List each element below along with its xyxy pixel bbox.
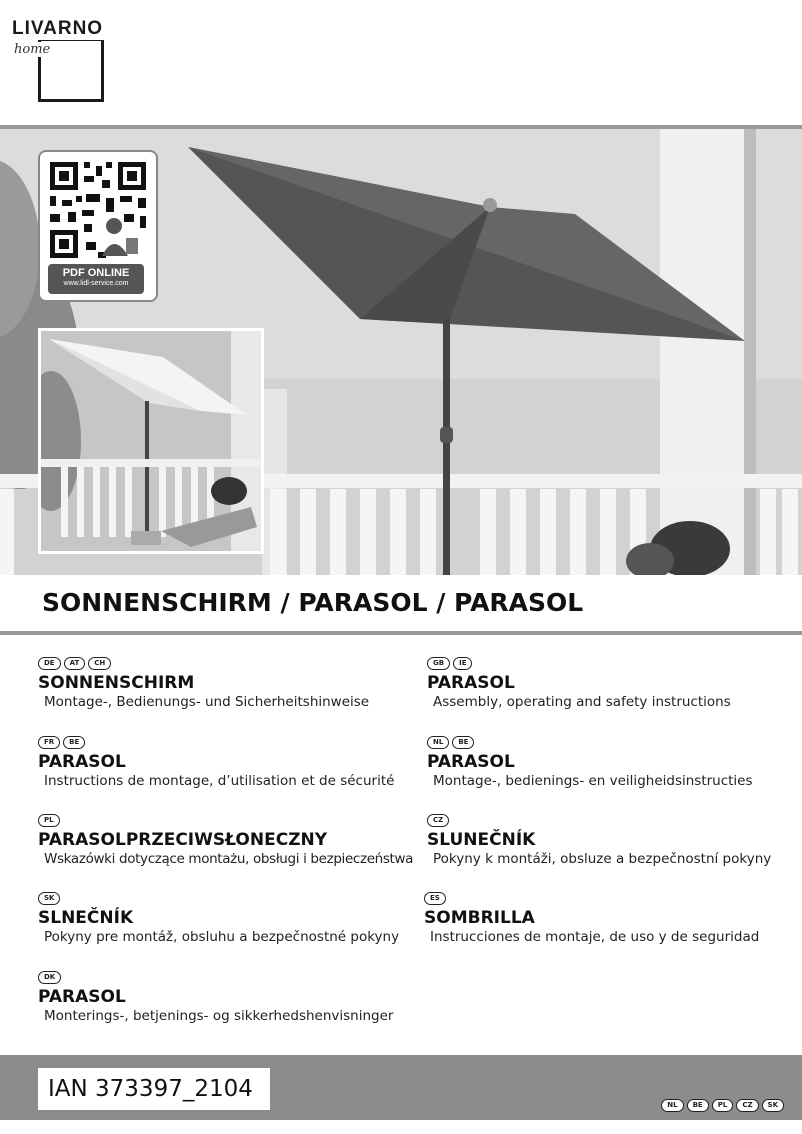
country-badges	[38, 892, 418, 906]
lang-block-sk	[38, 892, 418, 945]
country-badges	[427, 814, 802, 828]
lang-title: PARASOL	[38, 987, 126, 1007]
country-badge: GB	[427, 657, 450, 670]
country-badge: BE	[63, 736, 85, 749]
lang-block-nl	[427, 736, 802, 789]
lang-description: Pokyny k montáži, obsluze a bezpečnostní pokyny	[433, 851, 772, 867]
brand-name: LIVARNO	[12, 18, 107, 40]
lang-block-gb	[427, 657, 802, 710]
lang-title: SOMBRILLA	[424, 908, 535, 928]
inset-photo	[38, 328, 264, 554]
lang-title: PARASOL	[38, 752, 126, 772]
country-badge: PL	[38, 814, 60, 827]
lang-description: Pokyny pre montáž, obsluhu a bezpečnostné pokyny	[44, 929, 400, 945]
country-badge: SK	[762, 1099, 784, 1112]
lang-block-dk	[38, 971, 418, 1024]
country-badge: DK	[38, 971, 61, 984]
country-badge: AT	[64, 657, 86, 670]
lang-title: PARASOL	[427, 673, 515, 693]
brand-sub: home	[14, 42, 53, 57]
country-badge: NL	[661, 1099, 683, 1112]
country-badges	[427, 736, 802, 750]
inset-parasol-illustration	[41, 331, 261, 551]
lang-description: Montage-, bedienings- en veiligheidsinstructies	[433, 773, 753, 789]
country-badge: CZ	[736, 1099, 758, 1112]
lang-description: Montage-, Bedienungs- und Sicherheitshinweise	[44, 694, 370, 710]
lang-description: Instrucciones de montaje, de uso y de seguridad	[430, 929, 760, 945]
lang-description: Instructions de montage, d’utilisation et de sécurité	[44, 773, 395, 789]
qr-code-icon	[46, 158, 150, 262]
title-divider	[0, 631, 802, 635]
country-badges	[38, 814, 418, 828]
country-badge: ES	[424, 892, 446, 905]
page-title: SONNENSCHIRM / PARASOL / PARASOL	[42, 588, 584, 617]
country-badge: PL	[712, 1099, 734, 1112]
lang-title: PARASOLPRZECIWSŁONECZNY	[38, 830, 328, 850]
country-badges	[427, 657, 802, 671]
lang-block-pl	[38, 814, 418, 867]
country-badge: NL	[427, 736, 449, 749]
footer-country-badges	[661, 1099, 784, 1112]
country-badge: CH	[88, 657, 111, 670]
country-badge: CZ	[427, 814, 449, 827]
lang-title: SLNEČNÍK	[38, 908, 134, 928]
country-badge: SK	[38, 892, 60, 905]
country-badge: IE	[453, 657, 472, 670]
country-badges	[38, 736, 418, 750]
ian-number: IAN 373397_2104	[38, 1068, 270, 1110]
country-badge: FR	[38, 736, 60, 749]
pdf-online-text: PDF ONLINE	[62, 267, 130, 279]
country-badge: DE	[38, 657, 61, 670]
lang-description: Assembly, operating and safety instructions	[433, 694, 731, 710]
lang-block-cz	[427, 814, 802, 867]
lang-block-de	[38, 657, 418, 710]
pdf-online-label	[48, 264, 144, 294]
lang-description: Wskazówki dotyczące montażu, obsługi i bezpieczeństwa	[44, 851, 414, 867]
lang-block-es	[424, 892, 802, 945]
pdf-online-url: www.lidl-service.com	[63, 280, 129, 287]
lang-title: SLUNEČNÍK	[427, 830, 536, 850]
lang-title: SONNENSCHIRM	[38, 673, 195, 693]
country-badge: BE	[452, 736, 474, 749]
lang-description: Monterings-, betjenings- og sikkerhedshenvisninger	[44, 1008, 394, 1024]
lang-block-fr	[38, 736, 418, 789]
country-badges	[38, 657, 418, 671]
country-badges	[424, 892, 802, 906]
country-badge: BE	[687, 1099, 709, 1112]
country-badges	[38, 971, 418, 985]
lang-title: PARASOL	[427, 752, 515, 772]
